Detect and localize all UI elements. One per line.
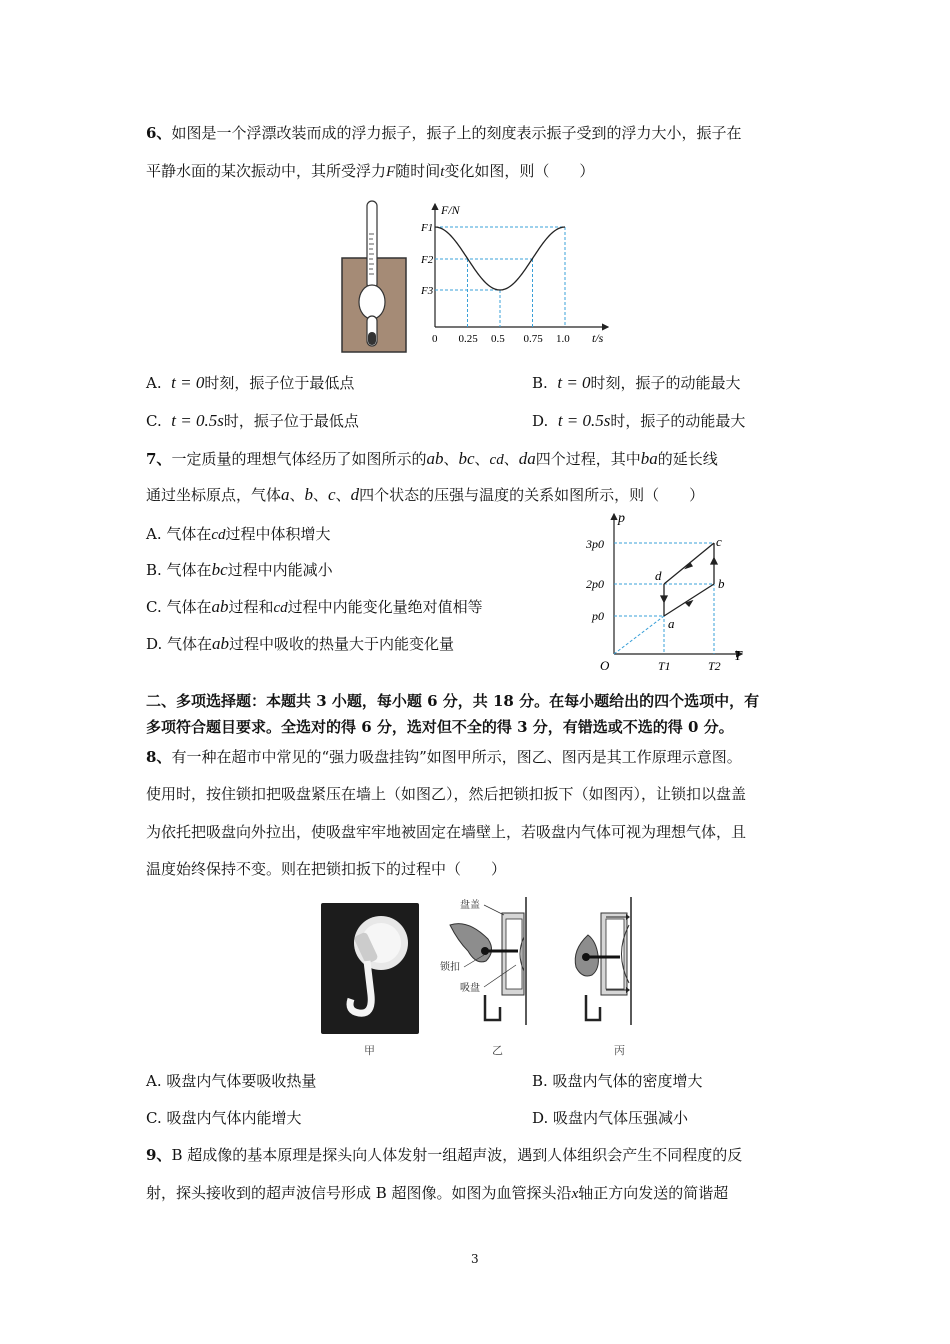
label-cup: 吸盘 <box>460 983 480 994</box>
section2-line2: 多项符合题目要求。全选对的得 6 分，选对但不全的得 3 分，有错选或不选的得 0 分。 <box>146 718 734 736</box>
origin-label: O <box>600 658 610 673</box>
y-tick-label: F2 <box>421 254 434 266</box>
y-tick-label: F1 <box>421 222 434 234</box>
q7-option-a: A. 气体在cd过程中体积增大 <box>146 525 331 543</box>
q8-option-c: C. 吸盘内气体内能增大 <box>146 1109 302 1127</box>
diagram-yi <box>440 895 530 1030</box>
q7-option-d: D. 气体在ab过程中吸收的热量大于内能变化量 <box>146 634 455 653</box>
caption-jia: 甲 <box>364 1044 375 1057</box>
tick-p0: p0 <box>592 609 604 623</box>
q6-option-d: D. t = 0.5s时，振子的动能最大 <box>532 411 746 430</box>
process-ab <box>664 584 714 616</box>
tick-2p0: 2p0 <box>586 577 604 591</box>
q6-option-b: B. t = 0时刻，振子的动能最大 <box>532 373 741 392</box>
diagram-bing <box>568 895 638 1030</box>
y-tick-label: F3 <box>421 285 434 297</box>
q6-line1: 6、如图是一个浮漂改装而成的浮力振子，振子上的刻度表示振子受到的浮力大小，振子在 <box>146 124 742 142</box>
x-tick-label: 0 <box>432 333 438 345</box>
q6-line2: 平静水面的某次振动中，其所受浮力F随时间t变化如图，则（ ） <box>146 162 595 180</box>
q8-line1: 8、有一种在超市中常见的“强力吸盘挂钩”如图甲所示，图乙、图丙是其工作原理示意图。 <box>146 748 742 766</box>
x-axis-label: t/s <box>592 331 604 345</box>
q9-number: 9、 <box>146 1146 172 1164</box>
q8-number: 8、 <box>146 748 172 766</box>
x-tick-label: 0.25 <box>458 333 478 345</box>
q6-option-a: A. t = 0时刻，振子位于最低点 <box>146 373 355 392</box>
q8-line4: 温度始终保持不变。则在把锁扣扳下的过程中（ ） <box>146 860 507 878</box>
point-c-label: c <box>716 534 722 549</box>
q8-option-d: D. 吸盘内气体压强减小 <box>532 1109 689 1127</box>
point-d-label: d <box>655 568 662 583</box>
q8-line3: 为依托把吸盘向外拉出，使吸盘牢牢地被固定在墙壁上，若吸盘内气体可视为理想气体，且 <box>146 823 747 841</box>
q7-option-c: C. 气体在ab过程和cd过程中内能变化量绝对值相等 <box>146 597 483 616</box>
tick-t2: T2 <box>708 659 721 673</box>
q8-option-b: B. 吸盘内气体的密度增大 <box>532 1072 703 1090</box>
q8-line2: 使用时，按住锁扣把吸盘紧压在墙上（如图乙），然后把锁扣扳下（如图丙），让锁扣以盘盖 <box>146 785 747 803</box>
tick-t1: T1 <box>658 659 671 673</box>
float-oscillator-figure <box>340 198 410 354</box>
q7-line1: 7、一定质量的理想气体经历了如图所示的ab、bc、cd、da四个过程，其中ba的延长线 <box>146 449 718 468</box>
q9-line2: 射，探头接收到的超声波信号形成 B 超图像。如图为血管探头沿x轴正方向发送的简谐超 <box>146 1184 729 1202</box>
t-axis-label: T <box>734 649 742 664</box>
label-cover: 盘盖 <box>460 900 480 911</box>
caption-bing: 丙 <box>614 1044 625 1057</box>
point-a-label: a <box>668 616 675 631</box>
q7-number: 7、 <box>146 450 172 468</box>
suction-hook-illustration <box>321 903 419 1034</box>
section2-line1: 二、多项选择题：本题共 3 小题，每小题 6 分，共 18 分。在每小题给出的四个选项中，有 <box>146 692 760 710</box>
y-axis-label: F/N <box>441 203 460 217</box>
tick-3p0: 3p0 <box>586 537 604 551</box>
q6-option-c: C. t = 0.5s时，振子位于最低点 <box>146 411 359 430</box>
x-tick-label: 0.75 <box>523 333 543 345</box>
page-number: 3 <box>471 1252 479 1266</box>
q7-option-b: B. 气体在bc过程中内能减小 <box>146 560 333 579</box>
x-tick-label: 1.0 <box>556 333 570 345</box>
q9-line1: 9、B 超成像的基本原理是探头向人体发射一组超声波，遇到人体组织会产生不同程度的反 <box>146 1146 743 1164</box>
caption-yi: 乙 <box>492 1044 503 1057</box>
label-lock: 锁扣 <box>440 962 460 973</box>
q7-line2: 通过坐标原点，气体a、b、c、d四个状态的压强与温度的关系如图所示，则（ ） <box>146 485 705 504</box>
force-time-chart <box>408 200 618 350</box>
q8-option-a: A. 吸盘内气体要吸收热量 <box>146 1072 317 1090</box>
q6-number: 6、 <box>146 124 172 142</box>
suction-hook-photo <box>321 903 419 1034</box>
x-tick-label: 0.5 <box>491 333 505 345</box>
p-axis-label: p <box>618 511 625 526</box>
pressure-temperature-chart <box>582 508 757 680</box>
point-b-label: b <box>718 576 725 591</box>
